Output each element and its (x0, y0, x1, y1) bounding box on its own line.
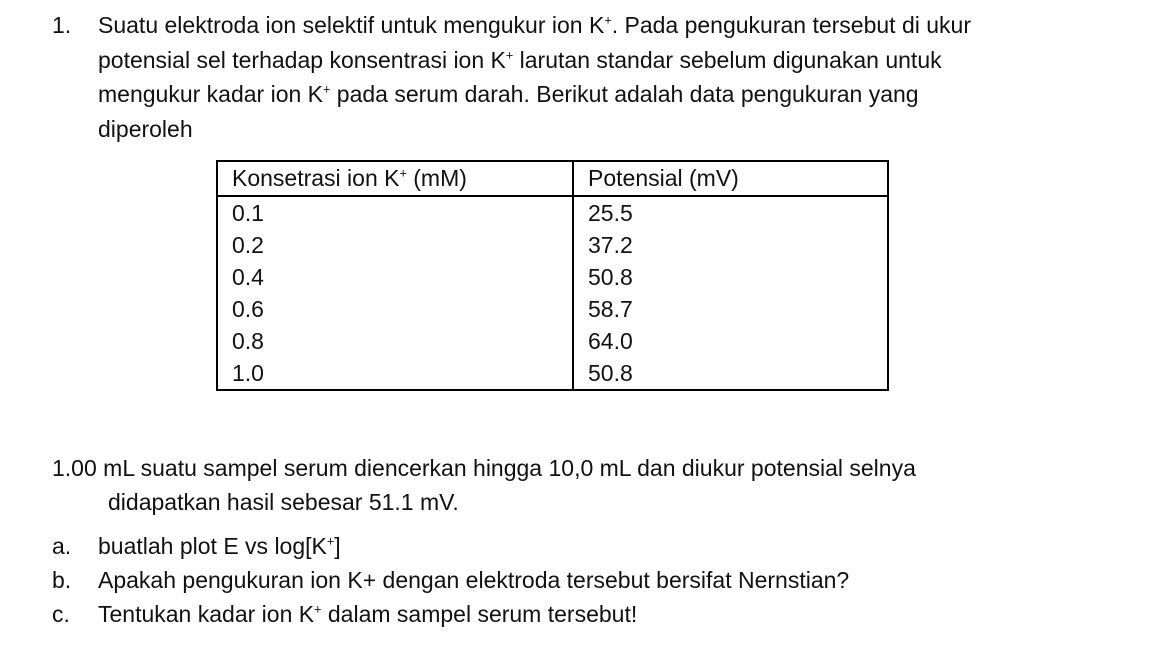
question-line-text: pada serum darah. Berikut adalah data pengukuran yang (330, 81, 919, 107)
question-line-text: potensial sel terhadap konsentrasi ion K (98, 46, 506, 73)
table-cell: 64.0 (573, 325, 888, 357)
table-row (217, 293, 888, 325)
item-label: a. (52, 533, 72, 559)
table-cell: 0.6 (232, 295, 264, 322)
question-block (52, 8, 1162, 146)
table-cell: 58.7 (573, 293, 888, 325)
superscript: + (604, 13, 612, 28)
question-line (98, 8, 971, 43)
paragraph-line: didapatkan hasil sebesar 51.1 mV. (108, 489, 459, 515)
list-item (52, 597, 1162, 631)
list-item (52, 563, 1162, 597)
superscript: + (399, 166, 407, 181)
superscript: + (314, 602, 322, 617)
question-line-text: diperoleh (98, 115, 193, 142)
table-cell: 50.8 (573, 357, 888, 390)
item-label: c. (52, 601, 70, 627)
superscript: + (323, 82, 331, 97)
column-header-potential: Potensial (mV) (573, 161, 888, 196)
data-table (216, 160, 889, 391)
table-cell: 37.2 (573, 229, 888, 261)
table-cell: 1.0 (232, 359, 264, 386)
table-row (217, 261, 888, 293)
question-line-text: . Pada pengukuran tersebut di ukur (611, 12, 971, 38)
column-header-concentration: Konsetrasi ion K+ (mM) (217, 161, 573, 196)
question-line-text: larutan standar sebelum digunakan untuk (513, 46, 942, 73)
table-cell: 50.8 (573, 261, 888, 293)
table-row (217, 325, 888, 357)
table-row (217, 229, 888, 261)
item-label: b. (52, 567, 72, 593)
table-header-row (217, 161, 888, 196)
table-cell: 0.1 (232, 199, 264, 226)
table-cell: 0.4 (232, 263, 264, 290)
table-row (217, 196, 888, 229)
question-line (98, 43, 971, 78)
list-item (52, 529, 1162, 563)
question-row (52, 8, 1162, 146)
item-text: Apakah pengukuran ion K+ dengan elektroda tersebut bersifat Nernstian? (98, 567, 850, 593)
sample-paragraph (52, 451, 1162, 519)
question-text (98, 8, 971, 146)
sub-question-list (52, 529, 1162, 631)
superscript: + (326, 534, 335, 549)
table-cell: 0.8 (232, 327, 264, 354)
item-text: Tentukan kadar ion K+ dalam sampel serum tersebut! (98, 601, 638, 627)
table-cell: 0.2 (232, 231, 264, 258)
question-line-text: mengukur kadar ion K (98, 81, 324, 107)
paragraph-line: 1.00 mL suatu sampel serum diencerkan hingga 10,0 mL dan diukur potensial selnya (52, 455, 916, 481)
question-line (98, 112, 971, 147)
item-text: buatlah plot E vs log[K+] (98, 533, 341, 559)
question-line (98, 77, 971, 112)
table-cell: 25.5 (573, 196, 888, 229)
question-line-text: Suatu elektroda ion selektif untuk mengukur ion K (98, 12, 605, 38)
table-row (217, 357, 888, 390)
superscript: + (505, 47, 514, 62)
question-number: 1. (52, 12, 72, 38)
